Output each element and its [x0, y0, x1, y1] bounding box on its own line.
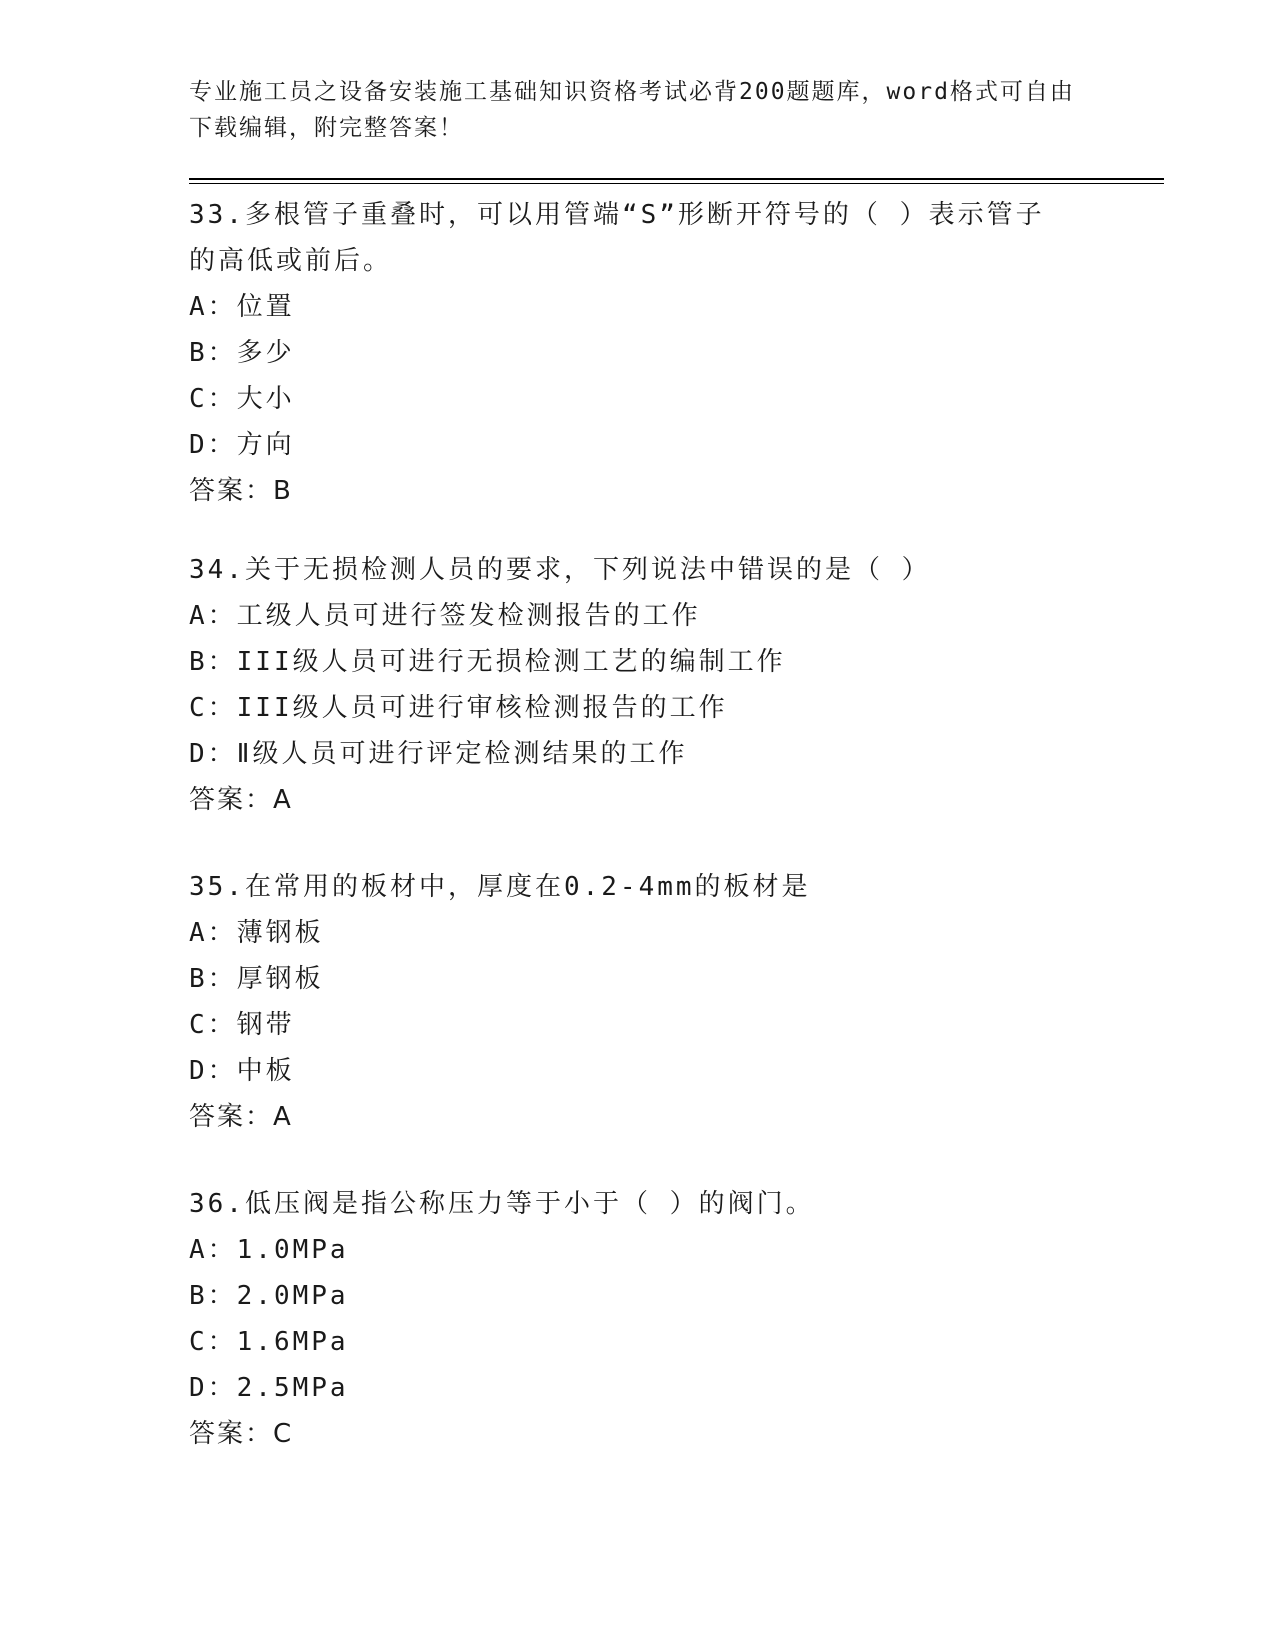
header-divider-thick	[189, 178, 1164, 180]
question-33	[189, 192, 1069, 514]
document-header: 专业施工员之设备安装施工基础知识资格考试必背200题题库，word格式可自由下载编辑，附完整答案！	[189, 79, 1075, 141]
question-stem: 35.在常用的板材中，厚度在0.2-4mm的板材是	[189, 872, 811, 902]
header-divider-thin	[189, 183, 1164, 184]
option-d: D：方向	[189, 430, 295, 460]
option-b: B：III级人员可进行无损检测工艺的编制工作	[189, 647, 786, 677]
option-c: C：钢带	[189, 1010, 295, 1040]
answer-line: 答案：A	[189, 1102, 293, 1132]
answer-line: 答案：A	[189, 785, 293, 815]
answer-line: 答案：B	[189, 476, 293, 506]
option-c: C：1.6MPa	[189, 1327, 349, 1357]
option-a: A：1.0MPa	[189, 1235, 349, 1265]
option-d: D：中板	[189, 1056, 295, 1086]
option-a: A：位置	[189, 292, 295, 322]
question-stem: 36.低压阀是指公称压力等于小于（ ）的阀门。	[189, 1189, 815, 1219]
answer-line: 答案：C	[189, 1419, 294, 1449]
question-stem: 34.关于无损检测人员的要求，下列说法中错误的是（ ）	[189, 555, 931, 585]
option-b: B：2.0MPa	[189, 1281, 349, 1311]
option-a: A：薄钢板	[189, 918, 324, 948]
option-a: A：工级人员可进行签发检测报告的工作	[189, 601, 701, 631]
option-c: C：大小	[189, 384, 295, 414]
question-34	[189, 547, 1089, 823]
question-stem: 33.多根管子重叠时，可以用管端“S”形断开符号的（ ）表示管子的高低或前后。	[189, 200, 1045, 276]
option-b: B：多少	[189, 338, 295, 368]
option-d: D：2.5MPa	[189, 1373, 349, 1403]
question-36	[189, 1181, 1089, 1457]
option-d: D：Ⅱ级人员可进行评定检测结果的工作	[189, 739, 688, 769]
option-b: B：厚钢板	[189, 964, 324, 994]
option-c: C：III级人员可进行审核检测报告的工作	[189, 693, 728, 723]
question-35	[189, 864, 1089, 1140]
